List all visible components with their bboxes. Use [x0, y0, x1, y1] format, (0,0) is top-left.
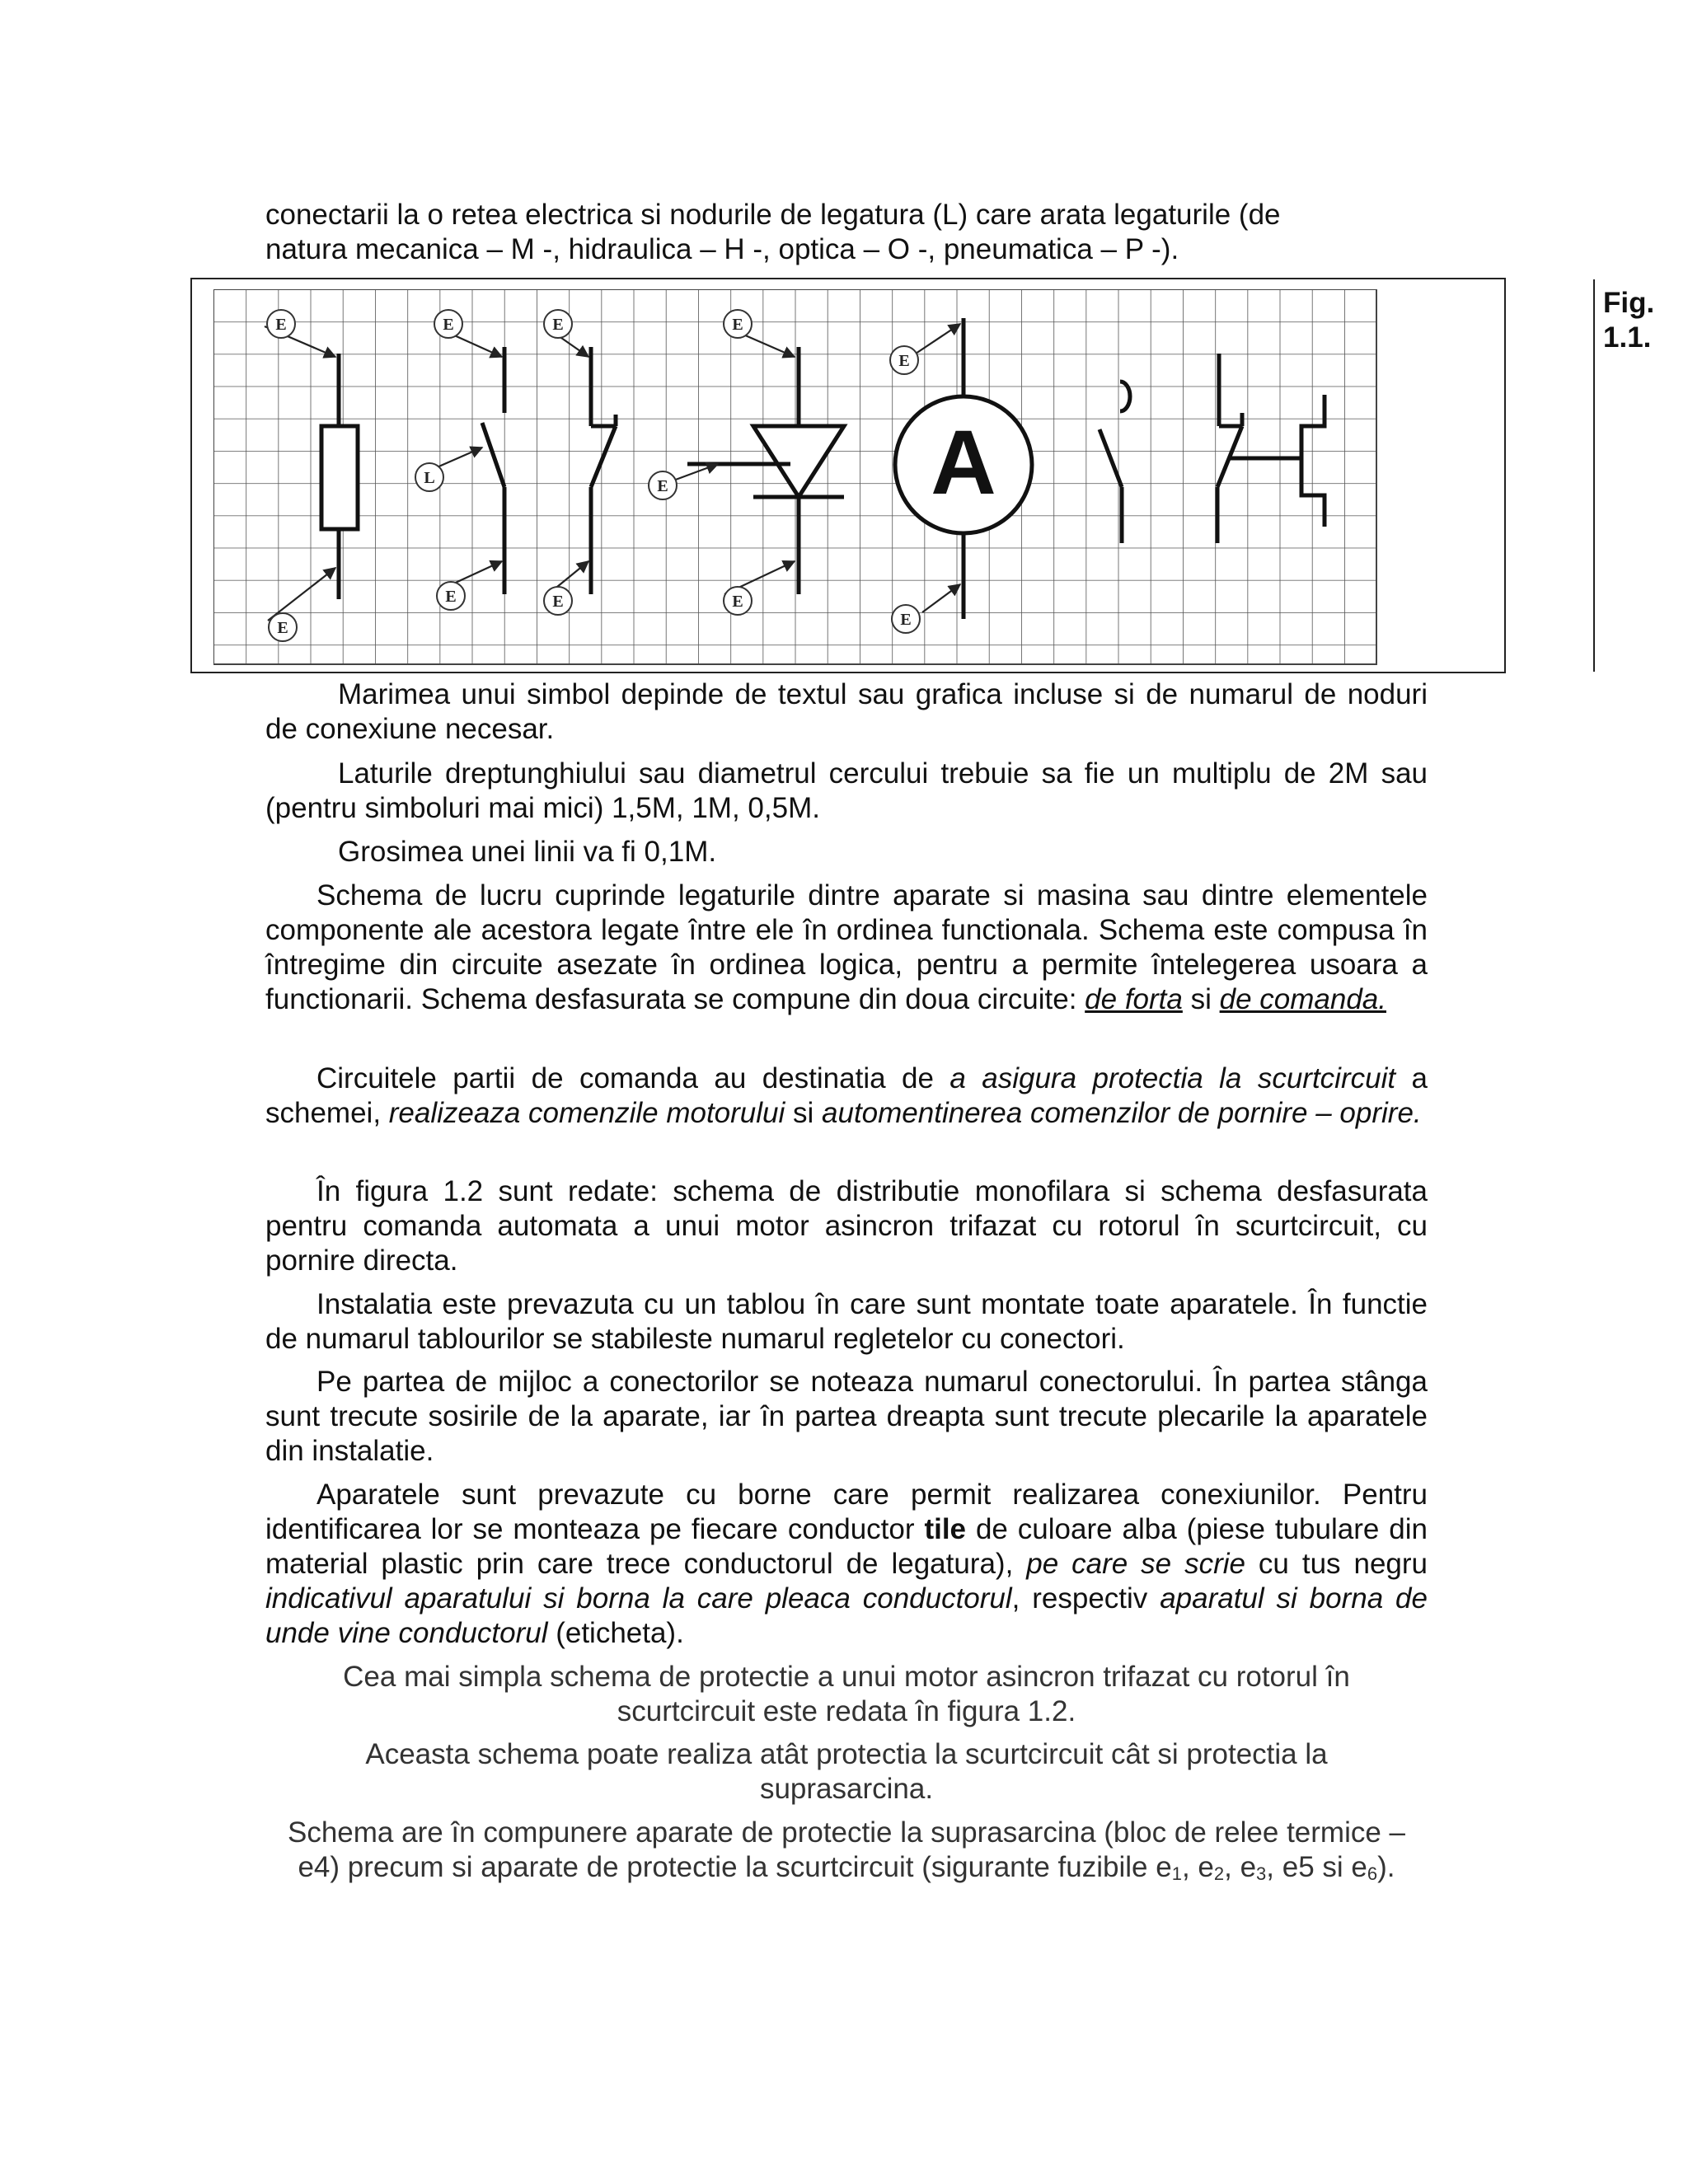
text-run: cu tus negru	[1245, 1548, 1428, 1580]
centered-paragraph: Aceasta schema poate realiza atât protectia la scurtcircuit cât si protectia la suprasarcina.	[365, 1738, 1328, 1805]
node-e	[267, 310, 295, 338]
figure-divider	[1593, 279, 1595, 672]
text-run: Circuitele partii de comanda au destinatia de	[316, 1062, 950, 1094]
bold-term: tile	[924, 1513, 967, 1545]
text-run: si	[785, 1097, 823, 1129]
paragraph: Instalatia este prevazuta cu un tablou în care sunt montate toate aparatele. În functie de numarul tablourilor se stabileste numarul regletelor cu conectori.	[265, 1288, 1428, 1355]
node-e	[892, 605, 920, 633]
text-run: a schemei,	[265, 1062, 1428, 1129]
subscript: 3	[1256, 1863, 1267, 1884]
svg-text:E: E	[900, 611, 912, 629]
text-line: conectarii la o retea electrica si nodurile de legatura (L) care arata legaturile (de	[265, 199, 1281, 231]
figure-label: Fig. 1.1.	[1603, 287, 1655, 354]
text-run: de culoare alba (piese tubulare din material plastic prin care trece conductorul de legatura),	[265, 1513, 1428, 1580]
ammeter-label: A	[931, 412, 996, 513]
figure-1-1	[190, 278, 1655, 673]
emphasis: automentinerea comenzilor de pornire – oprire.	[822, 1097, 1422, 1129]
subscript: 2	[1213, 1863, 1225, 1884]
paragraph	[265, 879, 1428, 1017]
paragraph	[265, 1478, 1428, 1651]
subscript: 1	[1171, 1863, 1182, 1884]
emphasis: aparatul si borna de unde vine conductorul	[265, 1582, 1428, 1649]
node-e	[724, 310, 752, 338]
paragraph-continuation-line2	[265, 232, 1428, 267]
emphasis: indicativul aparatului si borna la care pleaca conductorul	[265, 1582, 1012, 1615]
node-l	[415, 463, 443, 491]
node-e	[434, 310, 462, 338]
node-e	[649, 471, 677, 499]
svg-text:E: E	[443, 316, 454, 334]
text-run: si	[1182, 983, 1220, 1015]
svg-text:E: E	[552, 316, 564, 334]
text-run: Schema are în compunere aparate de protectie la suprasarcina (bloc de relee termice – e4) precum si aparate de protectie la scurtcircuit (sigurante fuzibile e	[287, 1816, 1405, 1883]
paragraph: Marimea unui simbol depinde de textul sau grafica incluse si de numarul de noduri de conexiune necesar.	[265, 678, 1428, 745]
svg-text:E: E	[732, 316, 743, 334]
emphasis: a asigura protectia la scurtcircuit	[950, 1062, 1396, 1094]
emphasis: realizeaza comenzile motorului	[388, 1097, 785, 1129]
svg-text:E: E	[898, 352, 910, 370]
text-run: Schema de lucru cuprinde legaturile dintre aparate si masina sau dintre elementele componente ale acestora legate între ele în ordinea functionala. Schema este compusa în întregime din circuite asezate în ordinea logica, pentru a permite întelegerea usoara a functionarii. Schema desfasurata se compune din doua circuite:	[265, 879, 1428, 1015]
paragraph: În figura 1.2 sunt redate: schema de distributie monofilara si schema desfasurata pentru comanda automata a unui motor asincron trifazat cu rotorul în scurtcircuit, cu pornire directa.	[265, 1175, 1428, 1277]
text-run: ).	[1377, 1851, 1395, 1883]
paragraph: Pe partea de mijloc a conectorilor se noteaza numarul conectorului. În partea stânga sunt trecute sosirile de la aparate, iar în partea dreapta sunt trecute plecarile la aparatele din instalatie.	[265, 1366, 1428, 1467]
node-e	[269, 613, 297, 641]
paragraph	[265, 1062, 1428, 1131]
svg-text:E: E	[732, 593, 743, 611]
emphasis-underlined: de forta	[1085, 983, 1183, 1015]
node-e	[544, 310, 572, 338]
text-run: (eticheta).	[547, 1617, 684, 1649]
node-e	[890, 346, 918, 374]
paragraph-continuation	[265, 198, 1428, 232]
svg-text:E: E	[657, 477, 668, 495]
svg-text:E: E	[275, 316, 287, 334]
svg-text:E: E	[552, 593, 564, 611]
text-run: , respectiv	[1011, 1582, 1160, 1615]
text-line: natura mecanica – M -, hidraulica – H -, optica – O -, pneumatica – P -).	[265, 233, 1179, 265]
text-run: , e	[1224, 1851, 1257, 1883]
subscript: 6	[1367, 1863, 1378, 1884]
text-run: , e5 si e	[1266, 1851, 1367, 1883]
svg-text:L: L	[424, 469, 435, 487]
svg-text:E: E	[277, 619, 288, 637]
node-e	[724, 587, 752, 615]
text-run: Aparatele sunt prevazute cu borne care permit realizarea conexiunilor. Pentru identificarea lor se monteaza pe fiecare conductor	[265, 1479, 1428, 1545]
paragraph: Grosimea unei linii va fi 0,1M.	[338, 836, 717, 868]
svg-text:E: E	[445, 588, 457, 606]
text-run: , e	[1181, 1851, 1214, 1883]
paragraph: Laturile dreptunghiului sau diametrul cercului trebuie sa fie un multiplu de 2M sau (pentru simboluri mai mici) 1,5M, 1M, 0,5M.	[265, 757, 1428, 824]
node-e	[437, 582, 465, 610]
node-e	[544, 587, 572, 615]
emphasis: pe care se scrie	[1026, 1548, 1245, 1580]
centered-paragraph: Cea mai simpla schema de protectie a unui motor asincron trifazat cu rotorul în scurtcircuit este redata în figura 1.2.	[343, 1661, 1350, 1727]
symbol-grid-diagram	[213, 289, 1377, 665]
centered-paragraph	[265, 1816, 1428, 1891]
emphasis-underlined: de comanda.	[1219, 983, 1386, 1015]
